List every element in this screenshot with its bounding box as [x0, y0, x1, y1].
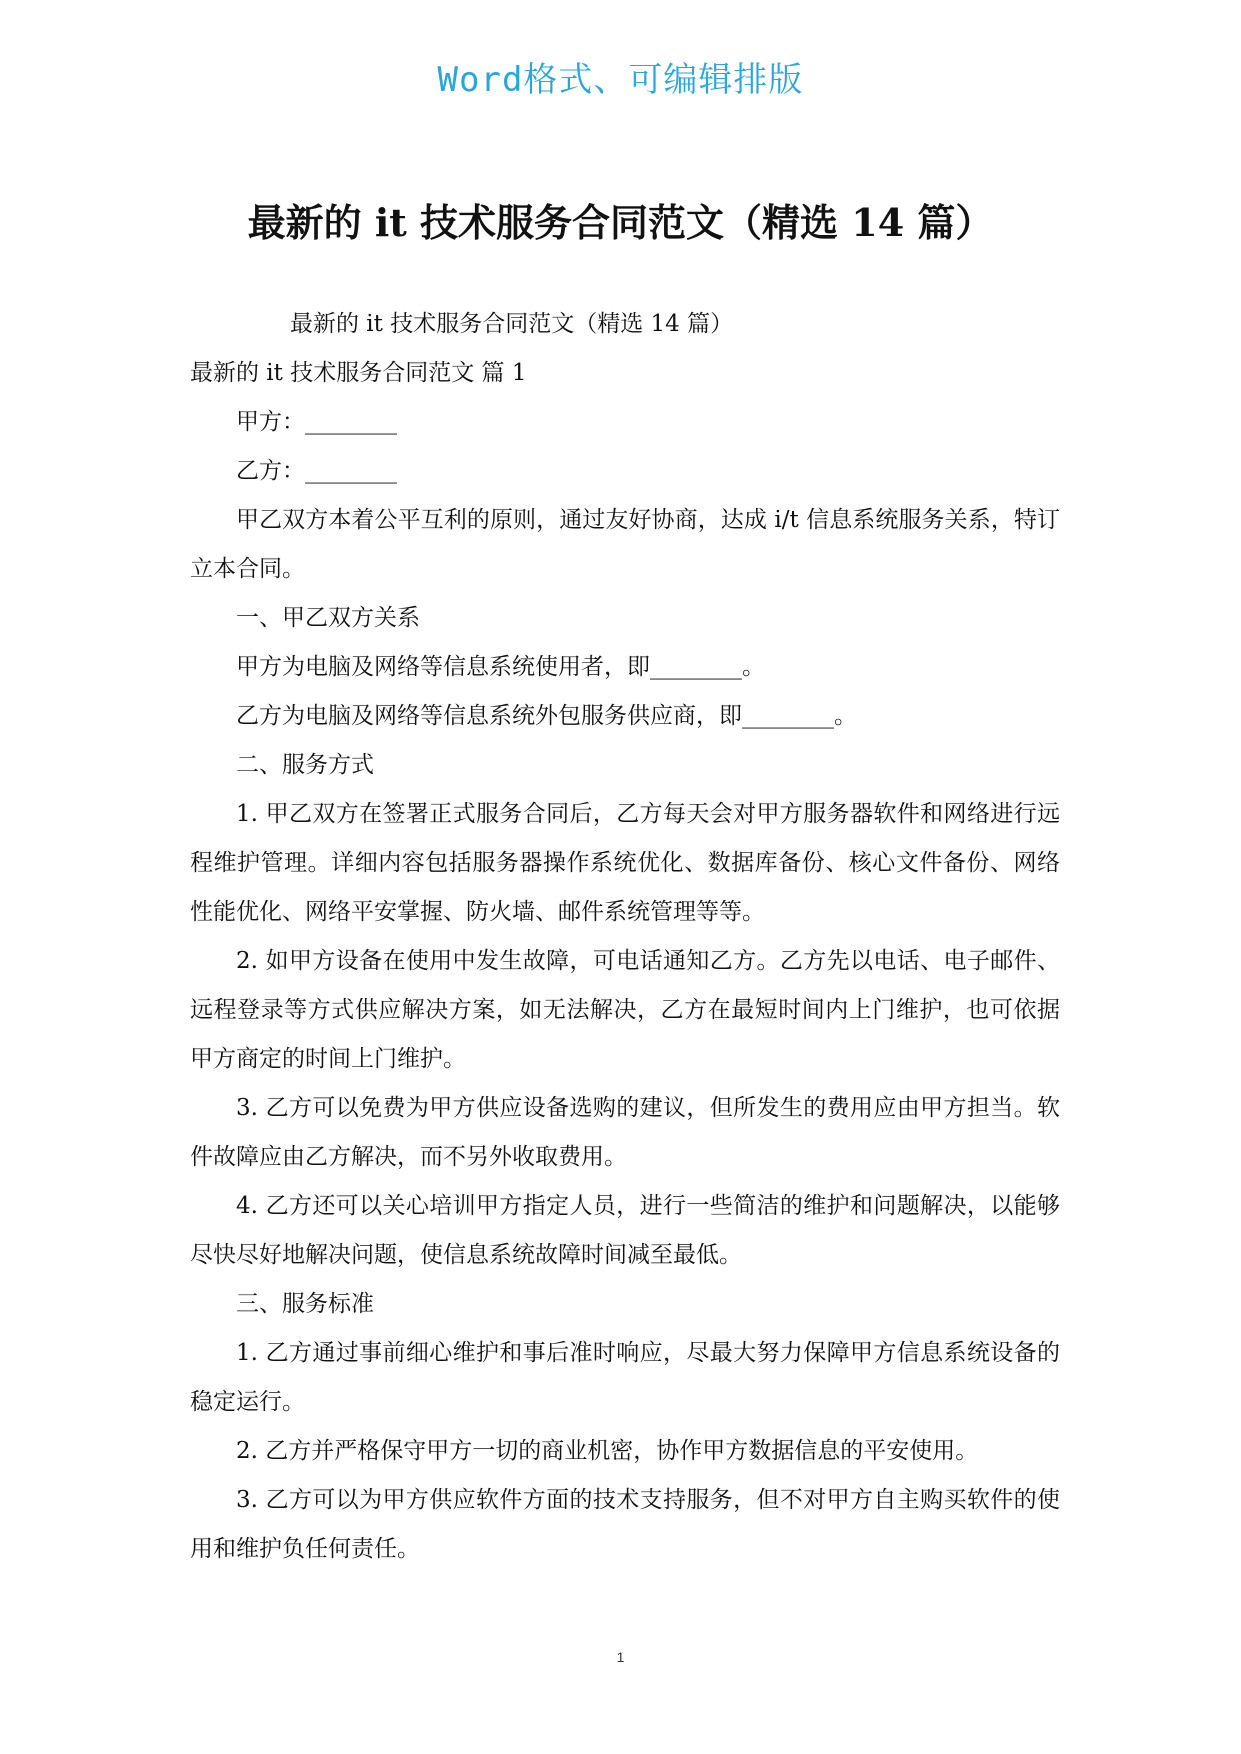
paragraph-party-b-role: 乙方为电脑及网络等信息系统外包服务供应商，即________。 — [236, 703, 857, 729]
page-number: 1 — [616, 1649, 625, 1665]
document-title: 最新的 it 技术服务合同范文（精选 14 篇） — [247, 200, 994, 245]
paragraph-service-mode-4: 4. 乙方还可以关心培训甲方指定人员，进行一些简洁的维护和问题解决，以能够尽快尽好地解决问题，使信息系统故障时间减至最低。 — [190, 1193, 1060, 1268]
document-body — [190, 300, 1060, 1574]
paragraph-heading-relationship: 一、甲乙双方关系 — [236, 605, 420, 631]
paragraph-service-mode-3: 3. 乙方可以免费为甲方供应设备选购的建议，但所发生的费用应由甲方担当。软件故障应由乙方解决，而不另外收取费用。 — [190, 1095, 1060, 1170]
paragraph-heading-service-mode: 二、服务方式 — [236, 752, 374, 778]
paragraph-heading-service-standard: 三、服务标准 — [236, 1291, 374, 1317]
paragraph-section-heading: 最新的 it 技术服务合同范文 篇 1 — [190, 360, 527, 386]
paragraph-service-mode-2: 2. 如甲方设备在使用中发生故障，可电话通知乙方。乙方先以电话、电子邮件、远程登录等方式供应解决方案，如无法解决，乙方在最短时间内上门维护，也可依据甲方商定的时间上门维护。 — [190, 948, 1060, 1072]
paragraph-party-a-role: 甲方为电脑及网络等信息系统使用者，即________。 — [236, 654, 765, 680]
paragraph-subtitle: 最新的 it 技术服务合同范文（精选 14 篇） — [290, 311, 734, 337]
paragraph-service-standard-3: 3. 乙方可以为甲方供应软件方面的技术支持服务，但不对甲方自主购买软件的使用和维护负任何责任。 — [190, 1487, 1060, 1562]
paragraph-party-a: 甲方：________ — [236, 409, 397, 435]
paragraph-preamble: 甲乙双方本着公平互利的原则，通过友好协商，达成 i/t 信息系统服务关系，特订立本合同。 — [190, 507, 1060, 582]
paragraph-service-standard-2: 2. 乙方并严格保守甲方一切的商业机密，协作甲方数据信息的平安使用。 — [236, 1438, 979, 1464]
paragraph-party-b: 乙方：________ — [236, 458, 397, 484]
paragraph-service-standard-1: 1. 乙方通过事前细心维护和事后准时响应，尽最大努力保障甲方信息系统设备的稳定运行。 — [190, 1340, 1060, 1415]
paragraph-service-mode-1: 1. 甲乙双方在签署正式服务合同后，乙方每天会对甲方服务器软件和网络进行远程维护管理。详细内容包括服务器操作系统优化、数据库备份、核心文件备份、网络性能优化、网络平安掌握、防火墙、邮件系统管理等等。 — [190, 801, 1060, 925]
header-banner: Word格式、可编辑排版 — [437, 60, 804, 100]
